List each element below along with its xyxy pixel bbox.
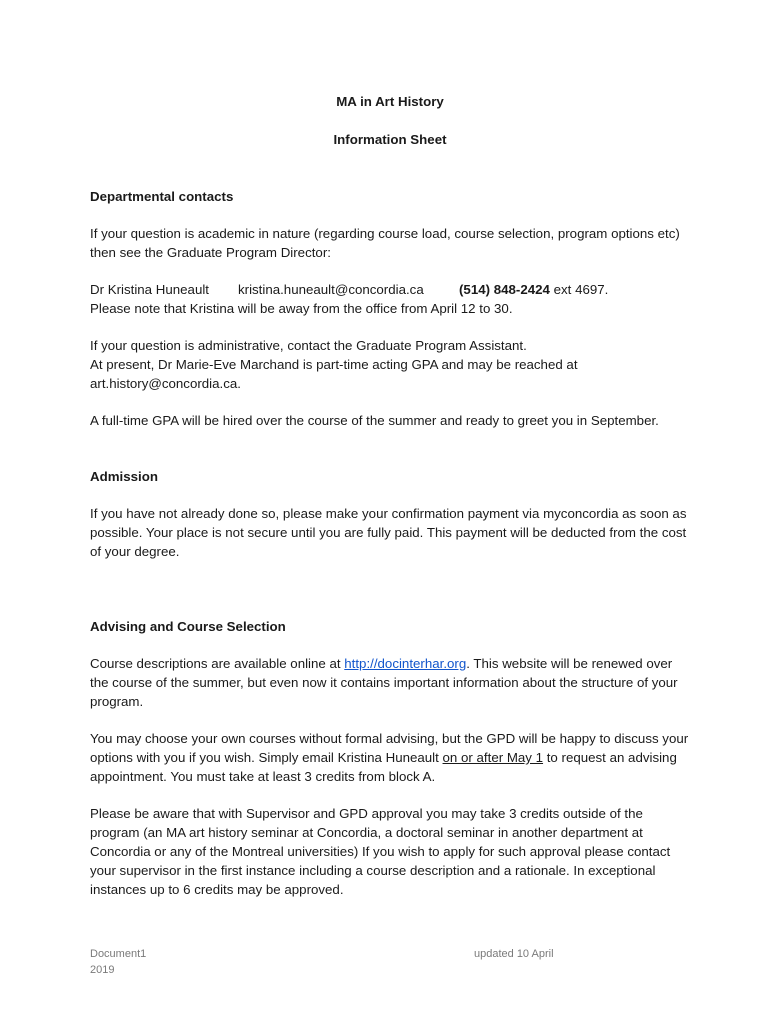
advising-date-underlined: on or after May 1: [442, 750, 544, 765]
admin-contact-block: [90, 336, 690, 393]
admission-section: [90, 467, 690, 561]
contacts-heading: Departmental contacts: [90, 189, 234, 204]
footer-document-name: Document1 2019: [90, 948, 147, 976]
contacts-section: [90, 187, 690, 430]
advising-p1-text: Course descriptions are available online at: [90, 656, 345, 671]
document-title: MA in Art History: [336, 94, 444, 109]
course-descriptions-link[interactable]: http://docinterhar.org: [344, 656, 467, 671]
advising-paragraph-2: [90, 729, 690, 786]
admin-contact-line2: At present, Dr Marie-Eve Marchand is part-time acting GPA and may be reached at art.history@concordia.ca.: [90, 357, 578, 391]
advising-p2-text: You may choose your own courses without formal advising, but the GPD will be happy to discuss your options with you if you wish. Simply email Kristina Huneault: [90, 731, 689, 765]
advising-p2-text-end: to request an advising appointment. You must take at least 3 credits from block A.: [90, 750, 677, 784]
director-email: kristina.huneault@concordia.ca: [238, 282, 424, 297]
director-contact-line: [90, 282, 608, 297]
director-contact-block: [90, 280, 690, 318]
document-body: [90, 92, 690, 917]
director-away-note: Please note that Kristina will be away from the office from April 12 to 30.: [90, 301, 513, 316]
director-name: Dr Kristina Huneault: [90, 282, 209, 297]
admission-heading: Admission: [90, 469, 158, 484]
advising-paragraph-3: Please be aware that with Supervisor and GPD approval you may take 3 credits outside of the program (an MA art history seminar at Concordia, a doctoral seminar in another department at Concordia or any of the Montreal universities) If you wish to apply for such approval please contact your supervisor in the first instance including a course description and a rationale. In exceptional instances up to 6 credits may be approved.: [90, 806, 671, 897]
advising-paragraph-1: [90, 654, 690, 711]
director-ext: ext 4697.: [549, 282, 609, 297]
advising-p1-text-end: . This website will be renewed over the course of the summer, but even now it contains important information about the structure of your program.: [90, 656, 678, 709]
director-phone: (514) 848-2424: [459, 282, 550, 297]
document-subtitle: Information Sheet: [333, 132, 447, 147]
advising-section: [90, 617, 690, 899]
admin-contact-line1: If your question is administrative, contact the Graduate Program Assistant.: [90, 338, 527, 353]
contacts-intro: If your question is academic in nature (regarding course load, course selection, program options etc) then see the Graduate Program Director:: [90, 226, 680, 260]
advising-heading: Advising and Course Selection: [90, 619, 286, 634]
admission-text: If you have not already done so, please make your confirmation payment via myconcordia as soon as possible. Your place is not secure until you are fully paid. This payment will be deducted from the cost of your degree.: [90, 506, 687, 559]
gpa-note: A full-time GPA will be hired over the course of the summer and ready to greet you in September.: [90, 413, 659, 428]
footer-updated-date: updated 10 April: [474, 948, 554, 960]
